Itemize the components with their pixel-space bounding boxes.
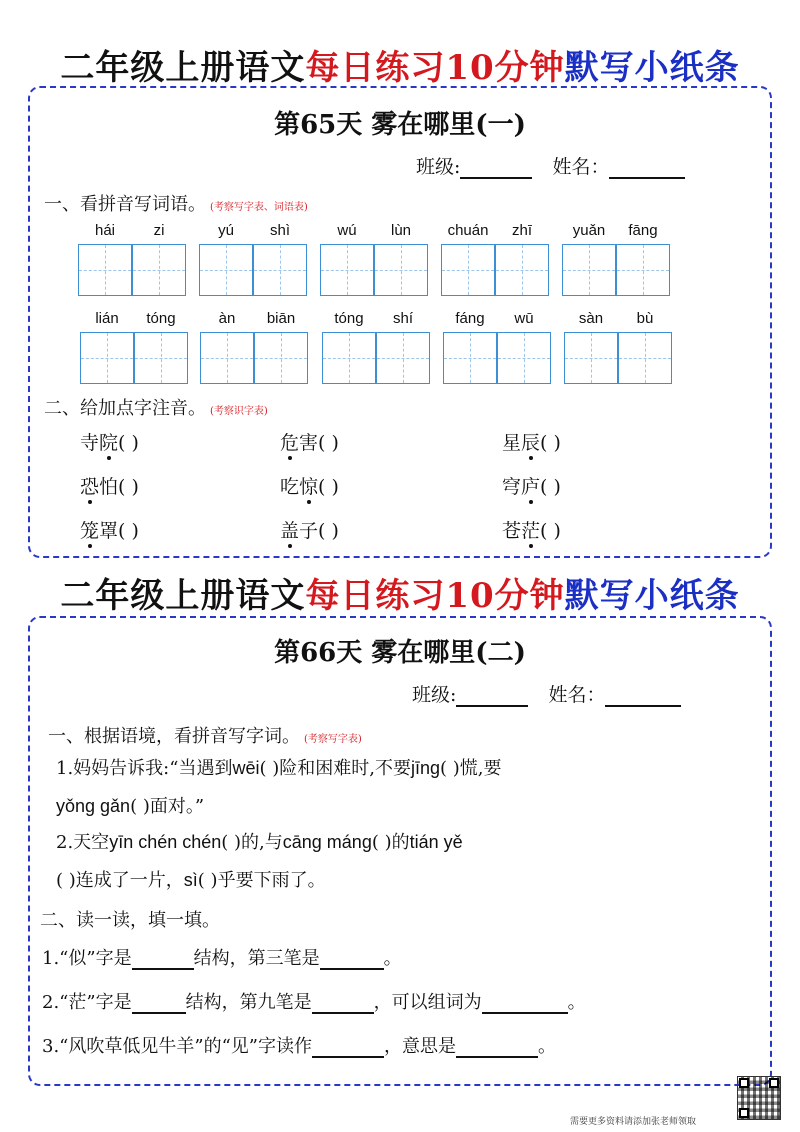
banner-part3: 默写小纸条	[564, 576, 740, 616]
writing-cell	[320, 244, 374, 296]
writing-cell	[495, 244, 549, 296]
writing-cell	[253, 244, 307, 296]
banner-part3: 默写小纸条	[564, 48, 740, 88]
pinyin: yuǎn	[572, 222, 606, 239]
pinyin: fāng	[628, 222, 658, 239]
answer-blank	[456, 1056, 538, 1058]
banner-part1: 二年级上册语文	[60, 576, 306, 616]
banner-part2: 每日练习10分钟	[305, 48, 565, 88]
pinyin: tóng	[334, 310, 364, 327]
pinyin: biān	[266, 310, 296, 327]
pinyin: zi	[153, 222, 165, 239]
name-blank[interactable]	[609, 177, 685, 179]
worksheet-day66	[28, 616, 772, 1086]
annotate-item[interactable]: 寺院( )	[80, 432, 139, 454]
pinyin: lùn	[390, 222, 412, 239]
answer-blank	[482, 1012, 568, 1014]
pinyin: shì	[269, 222, 290, 239]
page-title: 第65天 雾在哪里(一)	[274, 110, 526, 140]
pinyin: chuán	[447, 222, 489, 239]
annotate-item[interactable]: 笼罩( )	[80, 520, 139, 542]
banner-bottom	[0, 568, 800, 617]
context-question-2-cont[interactable]: ( )连成了一片，sì( )乎要下雨了。	[56, 870, 326, 891]
section-2-heading: 二、读一读，填一填。	[40, 910, 220, 931]
context-question-2[interactable]: 2.天空yīn chén chén( )的,与cāng máng( )的tián yě	[56, 832, 463, 853]
class-label: 班级:	[412, 684, 457, 706]
writing-cell	[564, 332, 618, 384]
writing-cell	[132, 244, 186, 296]
annotate-item[interactable]: 苍茫( )	[502, 520, 561, 542]
annotate-item[interactable]: 吃惊( )	[280, 476, 339, 498]
annotate-item[interactable]: 危害( )	[280, 432, 339, 454]
answer-blank	[132, 1012, 186, 1014]
writing-cell	[322, 332, 376, 384]
writing-cell	[78, 244, 132, 296]
pinyin: hái	[94, 222, 116, 239]
pinyin: àn	[218, 310, 236, 327]
writing-cell	[376, 332, 430, 384]
writing-cell	[80, 332, 134, 384]
pinyin: wū	[514, 310, 534, 327]
writing-cell	[254, 332, 308, 384]
fill-question-3[interactable]: 3.“风吹草低见牛羊”的“见”字读作 ，意思是 。	[42, 1036, 556, 1057]
qr-code[interactable]	[737, 1076, 781, 1120]
answer-blank	[312, 1012, 374, 1014]
pinyin: lián	[95, 310, 119, 327]
writing-cell	[618, 332, 672, 384]
fill-question-1[interactable]: 1.“似”字是 结构，第三笔是 。	[42, 948, 402, 969]
name-label: 姓名：	[548, 684, 606, 706]
section-note: (考察识字表)	[210, 406, 268, 417]
class-label: 班级:	[416, 156, 461, 178]
writing-cell	[200, 332, 254, 384]
worksheet-day65	[28, 86, 772, 558]
section-2-heading: 二、给加点字注音。 (考察识字表)	[44, 398, 268, 419]
writing-cell	[497, 332, 551, 384]
annotate-item[interactable]: 穹庐( )	[502, 476, 561, 498]
pinyin: shí	[392, 310, 413, 327]
name-blank[interactable]	[605, 705, 681, 707]
annotate-item[interactable]: 盖子( )	[280, 520, 339, 542]
banner-top	[0, 40, 800, 89]
answer-blank	[312, 1056, 384, 1058]
pinyin: yú	[218, 222, 234, 239]
writing-cell	[616, 244, 670, 296]
section-1-heading: 一、看拼音写词语。 (考察写字表、词语表)	[44, 194, 308, 215]
pinyin: fáng	[455, 310, 485, 327]
section-note: (考察写字表)	[304, 734, 362, 745]
writing-cell	[443, 332, 497, 384]
pinyin: tóng	[146, 310, 176, 327]
annotate-item[interactable]: 恐怕( )	[80, 476, 139, 498]
pinyin: zhī	[511, 222, 532, 239]
pinyin: bù	[636, 310, 654, 327]
class-blank[interactable]	[460, 177, 532, 179]
pinyin: sàn	[578, 310, 604, 327]
page-title: 第66天 雾在哪里(二)	[274, 638, 526, 668]
context-question-1[interactable]: 1.妈妈告诉我:“当遇到wēi( )险和困难时,不要jīng( )慌,要	[56, 758, 502, 779]
fill-question-2[interactable]: 2.“茫”字是 结构，第九笔是 ，可以组词为 。	[42, 992, 586, 1013]
name-row	[416, 152, 685, 179]
name-row	[412, 680, 681, 707]
writing-cell	[199, 244, 253, 296]
answer-blank	[132, 968, 194, 970]
class-blank[interactable]	[456, 705, 528, 707]
banner-part1: 二年级上册语文	[60, 48, 306, 88]
writing-cell	[441, 244, 495, 296]
annotate-item[interactable]: 星辰( )	[502, 432, 561, 454]
writing-cell	[374, 244, 428, 296]
answer-blank	[320, 968, 384, 970]
footer-note: 需要更多资料请添加张老师领取	[570, 1117, 697, 1127]
banner-part2: 每日练习10分钟	[305, 576, 565, 616]
pinyin: wú	[337, 222, 357, 239]
context-question-1-cont[interactable]: yǒng gǎn( )面对。”	[56, 796, 205, 817]
section-note: (考察写字表、词语表)	[210, 202, 308, 213]
section-1-heading: 一、根据语境，看拼音写字词。 (考察写字表)	[48, 726, 362, 747]
writing-cell	[134, 332, 188, 384]
name-label: 姓名：	[552, 156, 610, 178]
writing-cell	[562, 244, 616, 296]
